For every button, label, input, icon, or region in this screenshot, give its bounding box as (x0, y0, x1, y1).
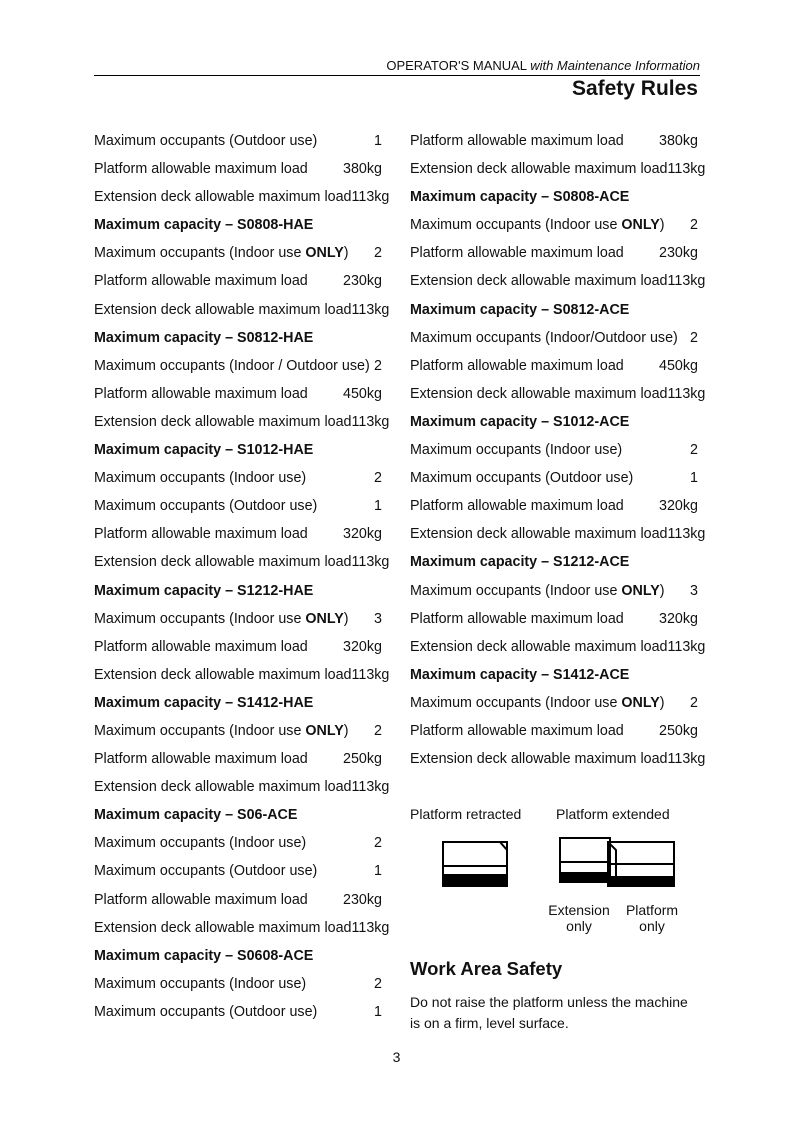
spec-value: 113kg (351, 919, 390, 936)
spec-label: Extension deck allowable maximum load (94, 189, 352, 206)
spec-row (94, 859, 382, 887)
work-area-title: Work Area Safety (410, 958, 563, 979)
spec-value: 2 (374, 722, 382, 739)
spec-label: Platform allowable maximum load (410, 610, 624, 627)
spec-row (94, 888, 382, 916)
manual-title: OPERATOR'S MANUAL (386, 58, 527, 73)
spec-value: 3 (374, 610, 382, 627)
spec-row (94, 663, 390, 691)
spec-row (410, 354, 698, 382)
spec-value: 450kg (659, 357, 698, 374)
spec-label: Maximum occupants (Indoor use ONLY) (94, 722, 349, 739)
spec-label: Maximum occupants (Indoor/Outdoor use) (410, 329, 678, 346)
spec-row (94, 635, 382, 663)
platform-only-label: Platform only (625, 902, 679, 934)
spec-row (410, 579, 698, 607)
capacity-heading: Maximum capacity – S1012-HAE (94, 442, 314, 459)
spec-value: 113kg (351, 189, 390, 206)
spec-value: 113kg (351, 301, 390, 318)
spec-label: Maximum occupants (Indoor use ONLY) (94, 610, 349, 627)
capacity-heading: Maximum capacity – S0812-ACE (410, 301, 630, 318)
spec-value: 113kg (667, 385, 706, 402)
spec-row (410, 691, 698, 719)
spec-label: Maximum occupants (Indoor use) (94, 975, 307, 992)
spec-label: Extension deck allowable maximum load (94, 666, 352, 683)
spec-row (410, 241, 698, 269)
spec-label: Platform allowable maximum load (94, 751, 308, 768)
spec-value: 113kg (351, 413, 390, 430)
spec-row (94, 466, 382, 494)
spec-value: 113kg (667, 751, 706, 768)
spec-row (94, 607, 382, 635)
spec-row (94, 185, 390, 213)
spec-row (94, 157, 382, 185)
spec-value: 250kg (343, 751, 382, 768)
spec-value: 380kg (343, 161, 382, 178)
spec-row (94, 916, 390, 944)
spec-row (410, 607, 698, 635)
spec-row (94, 775, 390, 803)
spec-value: 1 (690, 470, 698, 487)
header-rule (94, 75, 700, 76)
spec-label: Extension deck allowable maximum load (94, 554, 352, 571)
spec-value: 2 (374, 470, 382, 487)
spec-value: 2 (690, 694, 698, 711)
capacity-heading: Maximum capacity – S06-ACE (94, 807, 298, 824)
spec-value: 230kg (659, 245, 698, 262)
spec-row (94, 972, 382, 1000)
spec-row (94, 522, 382, 550)
spec-label: Extension deck allowable maximum load (94, 919, 352, 936)
capacity-heading: Maximum capacity – S1212-ACE (410, 554, 630, 571)
work-area-text: Do not raise the platform unless the machine is on a firm, level surface. (410, 994, 688, 1031)
platform-diagram (410, 806, 700, 936)
spec-row (410, 719, 698, 747)
spec-row (94, 129, 382, 157)
page-number: 3 (392, 1049, 401, 1065)
manual-header (94, 58, 700, 73)
capacity-heading: Maximum capacity – S0808-ACE (410, 189, 630, 206)
spec-label: Maximum occupants (Outdoor use) (94, 498, 318, 515)
spec-row (410, 213, 698, 241)
spec-value: 113kg (667, 161, 706, 178)
spec-value: 2 (374, 245, 382, 262)
spec-label: Maximum occupants (Indoor use) (410, 442, 623, 459)
spec-row (410, 382, 706, 410)
spec-value: 1 (374, 1003, 382, 1020)
spec-row (94, 1000, 382, 1028)
spec-value: 2 (690, 329, 698, 346)
spec-label: Maximum occupants (Outdoor use) (94, 133, 318, 149)
spec-label: Maximum occupants (Indoor use ONLY) (410, 217, 665, 234)
spec-label: Maximum occupants (Indoor use ONLY) (410, 582, 665, 599)
spec-value: 320kg (343, 638, 382, 655)
platform-illustration (410, 834, 700, 894)
retracted-platform-icon (443, 842, 507, 886)
spec-row (410, 438, 698, 466)
spec-value: 320kg (659, 610, 698, 627)
extended-label: Platform extended (556, 806, 670, 822)
spec-label: Extension deck allowable maximum load (410, 638, 668, 655)
spec-label: Extension deck allowable maximum load (94, 301, 352, 318)
spec-label: Platform allowable maximum load (410, 133, 624, 149)
spec-row (94, 719, 382, 747)
spec-value: 320kg (343, 526, 382, 543)
spec-label: Extension deck allowable maximum load (410, 385, 668, 402)
section-title: Safety Rules (571, 77, 698, 100)
spec-label: Extension deck allowable maximum load (94, 413, 352, 430)
spec-value: 113kg (351, 666, 390, 683)
spec-value: 2 (690, 217, 698, 234)
spec-value: 1 (374, 133, 382, 149)
spec-row (94, 494, 382, 522)
extended-platform-icon (560, 838, 674, 886)
spec-label: Platform allowable maximum load (94, 638, 308, 655)
spec-row (94, 747, 382, 775)
spec-row (94, 241, 382, 269)
capacity-heading: Maximum capacity – S1212-HAE (94, 582, 314, 599)
spec-value: 2 (690, 442, 698, 459)
spec-label: Platform allowable maximum load (94, 161, 308, 178)
spec-label: Maximum occupants (Indoor / Outdoor use) (94, 357, 370, 374)
spec-value: 113kg (351, 554, 390, 571)
capacity-heading: Maximum capacity – S0608-ACE (94, 947, 314, 964)
spec-label: Platform allowable maximum load (94, 891, 308, 908)
spec-row (410, 326, 698, 354)
spec-label: Extension deck allowable maximum load (410, 526, 668, 543)
retracted-label: Platform retracted (410, 806, 522, 822)
spec-label: Platform allowable maximum load (410, 357, 624, 374)
spec-row (410, 269, 706, 297)
spec-value: 250kg (659, 722, 698, 739)
spec-label: Maximum occupants (Indoor use) (94, 835, 307, 852)
spec-row (94, 831, 382, 859)
capacity-heading: Maximum capacity – S1412-ACE (410, 666, 630, 683)
spec-value: 113kg (667, 526, 706, 543)
spec-value: 113kg (667, 638, 706, 655)
spec-label: Extension deck allowable maximum load (410, 161, 668, 178)
spec-value: 230kg (343, 273, 382, 290)
capacity-heading: Maximum capacity – S1412-HAE (94, 694, 314, 711)
spec-label: Extension deck allowable maximum load (410, 751, 668, 768)
spec-value: 1 (374, 498, 382, 515)
spec-row (94, 354, 382, 382)
right-column (410, 129, 706, 775)
spec-value: 380kg (659, 133, 698, 149)
spec-label: Maximum occupants (Outdoor use) (94, 863, 318, 880)
spec-row (94, 269, 382, 297)
spec-value: 2 (374, 975, 382, 992)
spec-label: Maximum occupants (Outdoor use) (410, 470, 634, 487)
spec-value: 450kg (343, 385, 382, 402)
spec-value: 2 (374, 357, 382, 374)
spec-row (94, 382, 382, 410)
capacity-heading: Maximum capacity – S0812-HAE (94, 329, 314, 346)
capacity-heading: Maximum capacity – S1012-ACE (410, 413, 630, 430)
spec-label: Platform allowable maximum load (410, 245, 624, 262)
spec-value: 1 (374, 863, 382, 880)
spec-row (410, 747, 706, 775)
extension-only-label: Extension only (548, 902, 610, 934)
spec-row (410, 635, 706, 663)
spec-label: Platform allowable maximum load (410, 722, 624, 739)
spec-value: 3 (690, 582, 698, 599)
spec-label: Platform allowable maximum load (94, 526, 308, 543)
spec-label: Maximum occupants (Indoor use ONLY) (410, 694, 665, 711)
spec-row (410, 494, 698, 522)
spec-label: Extension deck allowable maximum load (410, 273, 668, 290)
spec-row (410, 129, 698, 157)
spec-value: 113kg (667, 273, 706, 290)
spec-label: Platform allowable maximum load (94, 273, 308, 290)
spec-row (94, 410, 390, 438)
capacity-heading: Maximum capacity – S0808-HAE (94, 217, 314, 234)
spec-value: 113kg (351, 779, 390, 796)
spec-label: Platform allowable maximum load (410, 498, 624, 515)
spec-row (94, 298, 390, 326)
spec-row (410, 157, 706, 185)
spec-value: 320kg (659, 498, 698, 515)
spec-row (410, 522, 706, 550)
left-column (94, 129, 390, 1028)
spec-label: Platform allowable maximum load (94, 385, 308, 402)
spec-label: Maximum occupants (Indoor use) (94, 470, 307, 487)
spec-value: 2 (374, 835, 382, 852)
spec-label: Maximum occupants (Indoor use ONLY) (94, 245, 349, 262)
manual-subtitle: with Maintenance Information (530, 58, 700, 73)
spec-label: Extension deck allowable maximum load (94, 779, 352, 796)
spec-row (94, 550, 390, 578)
spec-value: 230kg (343, 891, 382, 908)
spec-row (410, 466, 698, 494)
spec-label: Maximum occupants (Outdoor use) (94, 1003, 318, 1020)
